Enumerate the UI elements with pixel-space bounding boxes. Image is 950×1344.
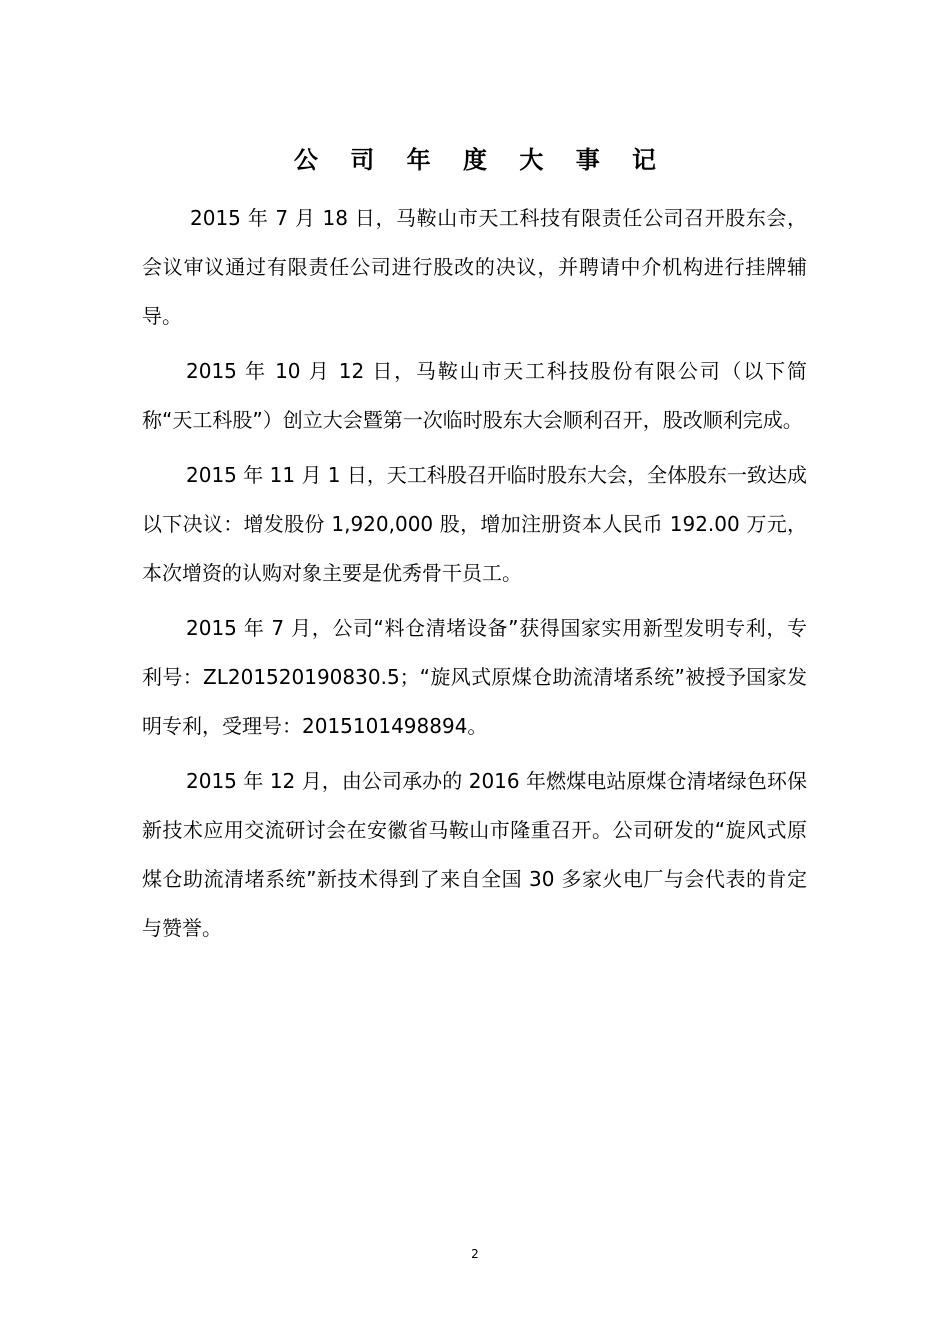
paragraph-founding-meeting: 2015 年 10 月 12 日，马鞍山市天工科技股份有限公司（以下简称“天工科股”）创立大会暨第一次临时股东大会顺利召开，股改顺利完成。 bbox=[142, 359, 807, 432]
page-number: 2 bbox=[471, 1247, 479, 1261]
document-body bbox=[142, 194, 807, 959]
page-title: 公 司 年 度 大 事 记 bbox=[293, 145, 669, 174]
paragraph-patents: 2015 年 7 月，公司“料仓清堵设备”获得国家实用新型发明专利，专利号：ZL201520190830.5；“旋风式原煤仓助流清堵系统”被授予国家发明专利，受理号：2015101498894。 bbox=[142, 616, 807, 738]
paragraph-seminar: 2015 年 12 月，由公司承办的 2016 年燃煤电站原煤仓清堵绿色环保新技术应用交流研讨会在安徽省马鞍山市隆重召开。公司研发的“旋风式原煤仓助流清堵系统”新技术得到了来自全国 30 多家火电厂与会代表的肯定与赞誉。 bbox=[142, 769, 807, 940]
paragraph-capital-increase: 2015 年 11 月 1 日，天工科股召开临时股东大会，全体股东一致达成以下决议：增发股份 1,920,000 股，增加注册资本人民币 192.00 万元，本次增资的认购对象主要是优秀骨干员工。 bbox=[142, 463, 807, 585]
paragraph-shareholder-meeting: 2015 年 7 月 18 日，马鞍山市天工科技有限责任公司召开股东会，会议审议通过有限责任公司进行股改的决议，并聘请中介机构进行挂牌辅导。 bbox=[142, 206, 807, 328]
